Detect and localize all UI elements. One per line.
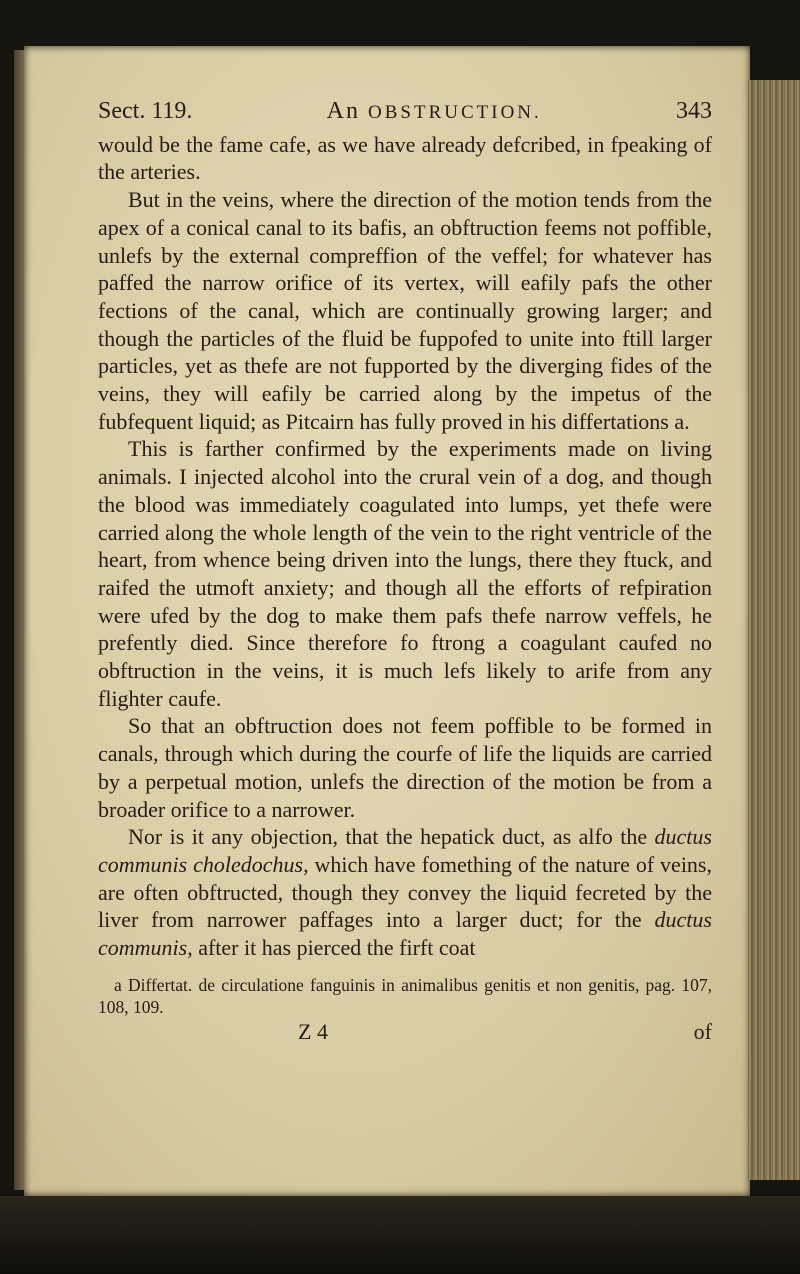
paragraph-2: But in the veins, where the direction of the motion tends from the apex of a conical canal to its bafis, an obftruction feems not poffible, unlefs by the external compreffion of the veffel; for whatever has paffed the narrow orifice of its vertex, will eafily pafs the other fections of the canal, which are continually growing larger; and though the particles of the fluid be fuppofed to unite into ftill larger particles, yet as thefe are not fupported by the diverging fides of the veins, they will eafily be carried along by the impetus of the fubfequent liquid; as Pitcairn has fully proved in his differtations a. (98, 187, 712, 434)
footnote: a Differtat. de circulatione fanguinis in animalibus genitis et non genitis, pag. 107, 108, 109. (98, 974, 712, 1017)
running-header (98, 98, 712, 127)
page-text (98, 98, 712, 1046)
catchword: of (693, 1018, 712, 1044)
bottom-shadow (0, 1196, 800, 1274)
page-stack-edge (748, 80, 800, 1180)
paragraph-1: would be the fame cafe, as we have already defcribed, in fpeaking of the arteries. (98, 131, 712, 185)
section-number: Sect. 119. (98, 98, 193, 124)
page-footer (98, 1018, 712, 1046)
page-number: 343 (675, 98, 712, 124)
running-title: An OBSTRUCTION. (326, 98, 542, 124)
paragraph-5: Nor is it any objection, that the hepatick duct, as alfo the ductus communis choledochus, which have fomething of the nature of veins, are often obftructed, though they convey the liquid fecreted by the liver from narrower paffages into a larger duct; for the ductus communis, after it has pierced the firft coat (98, 824, 712, 961)
paragraph-3: This is farther confirmed by the experiments made on living animals. I injected alcohol into the crural vein of a dog, and though the blood was immediately coagulated into lumps, yet thefe were carried along the whole length of the vein to the right ventricle of the heart, from whence being driven into the lungs, there they ftuck, and raifed the utmoft anxiety; and though all the efforts of refpiration were ufed by the dog to make them pafs thefe narrow veffels, he prefently died. Since therefore fo ftrong a coagulant caufed no obftruction in the veins, it is much lefs likely to arife from any flighter caufe. (98, 436, 712, 711)
signature-mark: Z 4 (298, 1018, 328, 1044)
paragraph-4: So that an obftruction does not feem poffible to be formed in canals, through which during the courfe of life the liquids are carried by a perpetual motion, unlefs the direction of the motion be from a broader orifice to a narrower. (98, 713, 712, 822)
